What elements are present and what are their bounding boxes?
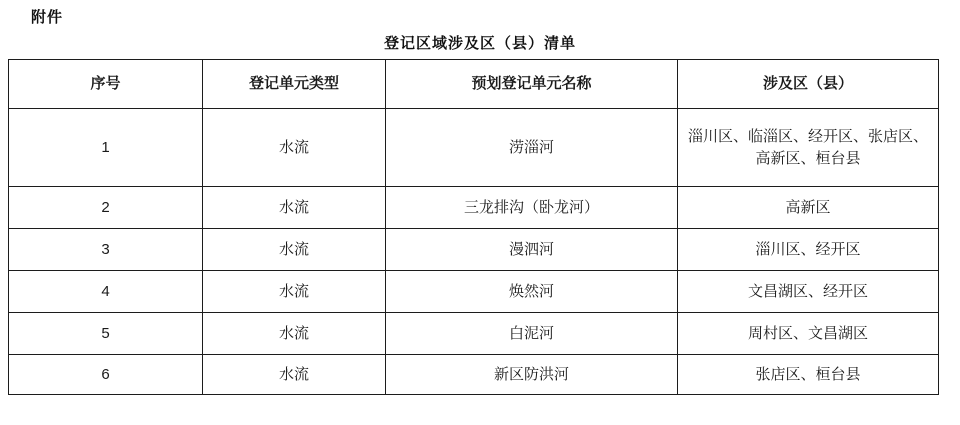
column-header-no: 序号 bbox=[9, 60, 203, 109]
cell-type: 水流 bbox=[203, 187, 386, 229]
cell-regions: 淄川区、临淄区、经开区、张店区、高新区、桓台县 bbox=[678, 109, 939, 187]
table-row bbox=[9, 187, 939, 229]
cell-no: 5 bbox=[9, 313, 203, 355]
cell-no: 6 bbox=[9, 355, 203, 395]
table-row bbox=[9, 109, 939, 187]
cell-name: 新区防洪河 bbox=[386, 355, 678, 395]
cell-name: 三龙排沟（卧龙河） bbox=[386, 187, 678, 229]
table-header-row bbox=[9, 60, 939, 109]
attachment-label: 附件 bbox=[31, 9, 64, 26]
cell-name: 白泥河 bbox=[386, 313, 678, 355]
cell-no: 4 bbox=[9, 271, 203, 313]
cell-no: 1 bbox=[9, 109, 203, 187]
cell-type: 水流 bbox=[203, 229, 386, 271]
cell-no: 3 bbox=[9, 229, 203, 271]
page-title: 登记区域涉及区（县）清单 bbox=[383, 35, 576, 52]
cell-type: 水流 bbox=[203, 355, 386, 395]
table-row bbox=[9, 355, 939, 395]
cell-regions: 高新区 bbox=[678, 187, 939, 229]
table-row bbox=[9, 229, 939, 271]
registration-units-table bbox=[8, 59, 939, 395]
cell-no: 2 bbox=[9, 187, 203, 229]
table-row bbox=[9, 271, 939, 313]
table-row bbox=[9, 313, 939, 355]
cell-regions: 文昌湖区、经开区 bbox=[678, 271, 939, 313]
cell-regions: 张店区、桓台县 bbox=[678, 355, 939, 395]
cell-regions: 周村区、文昌湖区 bbox=[678, 313, 939, 355]
column-header-name: 预划登记单元名称 bbox=[386, 60, 678, 109]
cell-name: 焕然河 bbox=[386, 271, 678, 313]
cell-type: 水流 bbox=[203, 271, 386, 313]
cell-regions: 淄川区、经开区 bbox=[678, 229, 939, 271]
column-header-type: 登记单元类型 bbox=[203, 60, 386, 109]
cell-name: 漫泗河 bbox=[386, 229, 678, 271]
cell-type: 水流 bbox=[203, 109, 386, 187]
cell-type: 水流 bbox=[203, 313, 386, 355]
column-header-regions: 涉及区（县） bbox=[678, 60, 939, 109]
cell-name: 涝淄河 bbox=[386, 109, 678, 187]
